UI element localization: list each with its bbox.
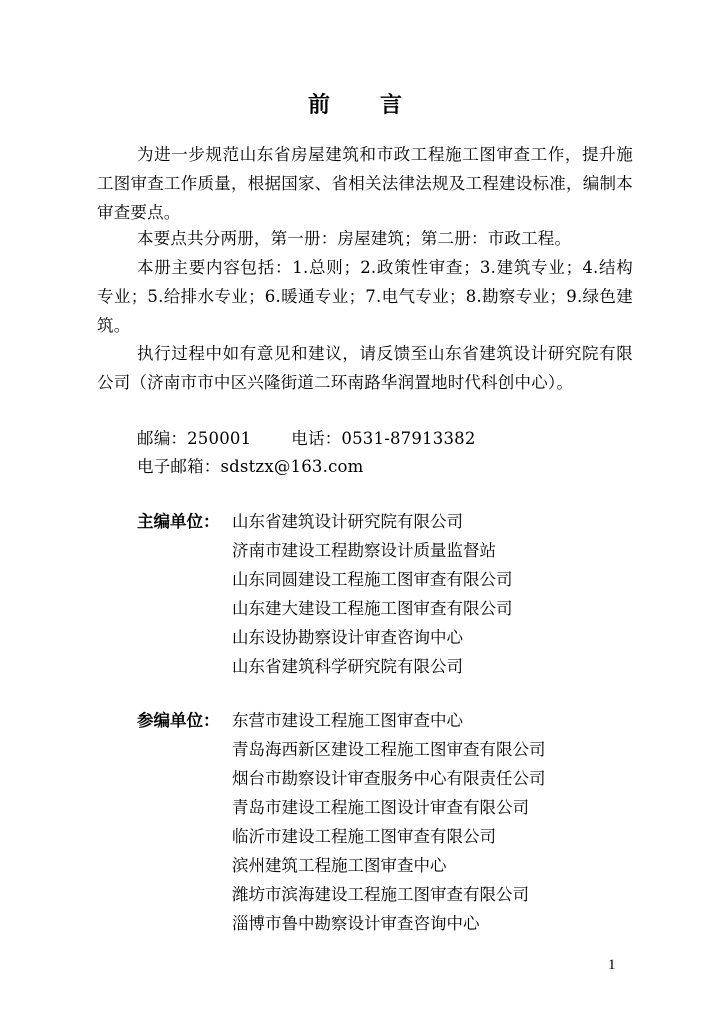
unit-row — [137, 764, 546, 793]
unit-row — [137, 623, 513, 652]
participating-unit-name: 滨州建筑工程施工图审查中心 — [232, 856, 447, 875]
page-title: 前 言 — [307, 93, 416, 118]
intro-paragraph: 为进一步规范山东省房屋建筑和市政工程施工图审查工作，提升施工图审查工作质量，根据国家、省相关法律法规及工程建设标准，编制本审查要点。 — [97, 145, 633, 222]
unit-row — [137, 594, 513, 623]
participating-units-section — [137, 706, 546, 938]
unit-row — [137, 851, 546, 880]
participating-unit-name: 烟台市勘察设计审查服务中心有限责任公司 — [232, 769, 546, 788]
primary-unit-name: 山东设协勘察设计审查咨询中心 — [232, 628, 463, 647]
unit-row — [137, 735, 546, 764]
primary-unit-name: 山东同圆建设工程施工图审查有限公司 — [232, 570, 513, 589]
postcode-phone-line — [97, 424, 633, 453]
feedback-paragraph: 执行过程中如有意见和建议，请反馈至山东省建筑设计研究院有限公司（济南市市中区兴隆街道二环南路华润置地时代科创中心）。 — [97, 344, 633, 392]
contents-paragraph: 本册主要内容包括：1.总则；2.政策性审查；3.建筑专业；4.结构专业；5.给排水专业；6.暖通专业；7.电气专业；8.勘察专业；9.绿色建筑。 — [97, 258, 633, 335]
participating-unit-name: 东营市建设工程施工图审查中心 — [232, 711, 463, 730]
primary-unit-name: 济南市建设工程勘察设计质量监督站 — [232, 541, 496, 560]
unit-row — [137, 909, 546, 938]
participating-unit-name: 淄博市鲁中勘察设计审查咨询中心 — [232, 914, 480, 933]
volumes-paragraph: 本要点共分两册，第一册：房屋建筑；第二册：市政工程。 — [137, 229, 572, 248]
unit-row — [137, 507, 513, 536]
unit-row — [137, 536, 513, 565]
unit-row — [137, 793, 546, 822]
page-number: 1 — [608, 957, 616, 973]
participating-unit-name: 潍坊市滨海建设工程施工图审查有限公司 — [232, 885, 529, 904]
unit-row — [137, 822, 546, 851]
primary-unit-name: 山东建大建设工程施工图审查有限公司 — [232, 599, 513, 618]
primary-unit-name: 山东省建筑设计研究院有限公司 — [232, 512, 463, 531]
primary-editors-label: 主编单位： — [137, 512, 220, 531]
postcode-text: 邮编：250001 — [137, 429, 252, 448]
participating-units-label: 参编单位： — [137, 711, 220, 730]
participating-unit-name: 青岛海西新区建设工程施工图审查有限公司 — [232, 740, 546, 759]
unit-row — [137, 565, 513, 594]
primary-editors-section — [137, 507, 513, 681]
unit-row — [137, 706, 546, 735]
participating-unit-name: 青岛市建设工程施工图设计审查有限公司 — [232, 798, 529, 817]
unit-row — [137, 652, 513, 681]
primary-unit-name: 山东省建筑科学研究院有限公司 — [232, 657, 463, 676]
email-text: 电子邮箱：sdstzx@163.com — [137, 457, 364, 476]
unit-row — [137, 880, 546, 909]
participating-unit-name: 临沂市建设工程施工图审查有限公司 — [232, 827, 496, 846]
phone-text: 电话：0531-87913382 — [291, 429, 476, 448]
email-line — [97, 452, 633, 481]
